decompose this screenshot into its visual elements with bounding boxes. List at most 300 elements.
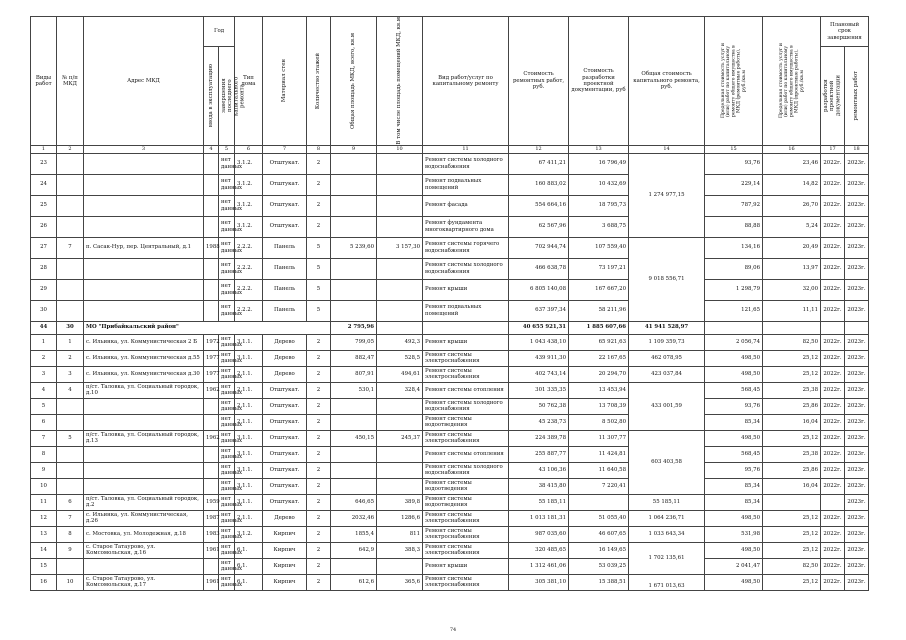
- plan-repair: 2023г.: [845, 574, 869, 590]
- plan-project: 2022г.: [821, 195, 845, 216]
- limit-repair: 95,76: [705, 462, 763, 478]
- limit-repair: 85,34: [705, 494, 763, 510]
- row-id: 5: [31, 398, 57, 414]
- header-house-type: Тип дома: [235, 17, 263, 146]
- premises-area: [377, 414, 423, 430]
- year-built: [204, 446, 219, 462]
- house-type: 6.1.: [235, 542, 263, 558]
- table-body-group-a: [31, 153, 869, 321]
- row-id: 30: [31, 300, 57, 321]
- column-number: 3: [84, 145, 204, 153]
- plan-repair: 2023г.: [845, 398, 869, 414]
- total-area: [331, 462, 377, 478]
- row-id: 23: [31, 153, 57, 174]
- table-row: [31, 478, 869, 494]
- address: [84, 195, 204, 216]
- limit-project: 25,12: [763, 350, 821, 366]
- plan-repair: 2023г.: [845, 258, 869, 279]
- premises-area: [377, 153, 423, 174]
- year-built: 1977: [204, 366, 219, 382]
- repair-cost: 1 013 181,31: [509, 510, 569, 526]
- plan-project: 2022г.: [821, 382, 845, 398]
- floors: 2: [307, 510, 331, 526]
- wall-material: Отштукат.: [263, 494, 307, 510]
- limit-project: 25,86: [763, 462, 821, 478]
- header-project-cost: Стоимость разработки проектной документации, руб: [569, 17, 629, 146]
- work-kind: Ремонт системы отопления: [423, 446, 509, 462]
- table-row: [31, 350, 869, 366]
- year-repair: нет данных: [219, 430, 235, 446]
- table-row: [31, 334, 869, 350]
- year-built: [204, 478, 219, 494]
- plan-project: 2022г.: [821, 334, 845, 350]
- header-floors: [307, 17, 331, 146]
- repair-cost: 1 312 461,06: [509, 558, 569, 574]
- header-wall-material-text: Материал стен: [281, 59, 288, 103]
- project-cost: 3 688,75: [569, 216, 629, 237]
- house-type: 3.1.2.: [235, 153, 263, 174]
- repair-cost: 6 805 140,08: [509, 279, 569, 300]
- row-id: 8: [31, 446, 57, 462]
- plan-project: 2022г.: [821, 510, 845, 526]
- wall-material: Отштукат.: [263, 430, 307, 446]
- header-plan-repair-text: ремонтных работ: [853, 70, 860, 121]
- project-cost: 65 921,63: [569, 334, 629, 350]
- summary-empty: [423, 321, 509, 334]
- premises-area: [377, 195, 423, 216]
- floors: 2: [307, 350, 331, 366]
- house-type: 3.1.1.: [235, 478, 263, 494]
- year-repair: нет данных: [219, 382, 235, 398]
- premises-area: 3 157,30: [377, 237, 423, 258]
- repair-cost: 50 762,38: [509, 398, 569, 414]
- floors: 2: [307, 494, 331, 510]
- floors: 2: [307, 174, 331, 195]
- limit-project: 25,38: [763, 382, 821, 398]
- limit-project: [763, 494, 821, 510]
- year-built: 1962: [204, 430, 219, 446]
- header-premises-area-text: В том числе площадь помещений МКД, кв.м: [396, 17, 403, 145]
- total-area: [331, 478, 377, 494]
- plan-project: 2022г.: [821, 574, 845, 590]
- plan-project: [821, 494, 845, 510]
- plan-repair: 2023г.: [845, 334, 869, 350]
- repair-cost: 466 638,78: [509, 258, 569, 279]
- limit-repair: 498,50: [705, 350, 763, 366]
- address: с. Ильинка, ул. Коммунистическая д.30: [84, 366, 204, 382]
- year-built: 1977: [204, 350, 219, 366]
- floors: 2: [307, 195, 331, 216]
- work-kind: Ремонт подвальных помещений: [423, 300, 509, 321]
- year-repair: нет данных: [219, 510, 235, 526]
- table-row: [31, 414, 869, 430]
- header-plan-project-text: разработки проектной документации: [823, 75, 842, 117]
- plan-repair: 2023г.: [845, 462, 869, 478]
- address: [84, 414, 204, 430]
- project-cost: 11 640,58: [569, 462, 629, 478]
- house-type: 2.2.2.: [235, 279, 263, 300]
- repair-cost: 160 883,02: [509, 174, 569, 195]
- wall-material: Отштукат.: [263, 462, 307, 478]
- wall-material: Отштукат.: [263, 153, 307, 174]
- mkd-number: 7: [57, 510, 84, 526]
- address: с. Ильинка, ул. Коммунистическая, д.26: [84, 510, 204, 526]
- wall-material: Панель: [263, 258, 307, 279]
- plan-project: 2022г.: [821, 414, 845, 430]
- total-area: 807,91: [331, 366, 377, 382]
- work-kind: Ремонт системы холодного водоснабжения: [423, 153, 509, 174]
- total-area: 646,65: [331, 494, 377, 510]
- mkd-number: [57, 558, 84, 574]
- project-cost: 10 432,69: [569, 174, 629, 195]
- column-number: 18: [845, 145, 869, 153]
- work-kind: Ремонт системы электроснабжения: [423, 366, 509, 382]
- floors: 2: [307, 398, 331, 414]
- header-year-built: [204, 46, 219, 145]
- premises-area: [377, 558, 423, 574]
- plan-repair: 2023г.: [845, 414, 869, 430]
- total-cost: 1 109 359,73: [629, 334, 705, 350]
- year-repair: нет данных: [219, 398, 235, 414]
- year-repair: нет данных: [219, 478, 235, 494]
- summary-municipality: МО "Прибайкальский район": [84, 321, 331, 334]
- header-limit-project-text: Предельная стоимость услуг и (или) работ по капитальному ремонту общего имущества в МКД (проектные работы), руб./кв.м: [778, 43, 805, 119]
- table-row: [31, 237, 869, 258]
- wall-material: Кирпич: [263, 574, 307, 590]
- project-cost: 20 294,70: [569, 366, 629, 382]
- year-repair: нет данных: [219, 237, 235, 258]
- header-floors-text: Количество этажей: [315, 52, 322, 109]
- floors: 5: [307, 300, 331, 321]
- wall-material: Отштукат.: [263, 414, 307, 430]
- limit-project: 25,12: [763, 574, 821, 590]
- summary-empty: [705, 321, 763, 334]
- column-number: 11: [423, 145, 509, 153]
- total-cost: 1 274 977,15: [629, 153, 705, 237]
- row-id: 13: [31, 526, 57, 542]
- limit-repair: 85,34: [705, 414, 763, 430]
- premises-area: [377, 258, 423, 279]
- wall-material: Дерево: [263, 334, 307, 350]
- repair-cost: 637 397,34: [509, 300, 569, 321]
- mkd-number: 4: [57, 382, 84, 398]
- row-id: 26: [31, 216, 57, 237]
- plan-project: 2022г.: [821, 237, 845, 258]
- limit-repair: 121,65: [705, 300, 763, 321]
- limit-repair: 93,76: [705, 153, 763, 174]
- house-type: 2.2.2.: [235, 300, 263, 321]
- mkd-number: 5: [57, 430, 84, 446]
- total-area: 642,9: [331, 542, 377, 558]
- floors: 2: [307, 366, 331, 382]
- row-id: 10: [31, 478, 57, 494]
- plan-repair: 2023г.: [845, 558, 869, 574]
- floors: 5: [307, 258, 331, 279]
- work-kind: Ремонт крыши: [423, 558, 509, 574]
- table-row: [31, 462, 869, 478]
- wall-material: Дерево: [263, 350, 307, 366]
- table-row: [31, 542, 869, 558]
- limit-project: 20,49: [763, 237, 821, 258]
- summary-body: [31, 321, 869, 334]
- plan-project: 2022г.: [821, 446, 845, 462]
- address: [84, 174, 204, 195]
- row-id: 12: [31, 510, 57, 526]
- address: п/ст. Таловка, ул. Социальный городок, д.10: [84, 382, 204, 398]
- plan-repair: 2023г.: [845, 153, 869, 174]
- plan-repair: 2023г.: [845, 350, 869, 366]
- column-number: 13: [569, 145, 629, 153]
- row-id: 9: [31, 462, 57, 478]
- summary-cost: 40 655 921,31: [509, 321, 569, 334]
- address: п/ст. Таловка, ул. Социальный городок, д.2: [84, 494, 204, 510]
- work-kind: Ремонт системы электроснабжения: [423, 430, 509, 446]
- plan-repair: 2023г.: [845, 542, 869, 558]
- house-type: 3.1.2.: [235, 216, 263, 237]
- work-kind: Ремонт фундамента многоквартирного дома: [423, 216, 509, 237]
- house-type: 3.1.1.: [235, 462, 263, 478]
- repair-cost: 702 944,74: [509, 237, 569, 258]
- premises-area: 365,6: [377, 574, 423, 590]
- work-kind: Ремонт системы холодного водоснабжения: [423, 258, 509, 279]
- summary-empty: [845, 321, 869, 334]
- plan-project: 2022г.: [821, 398, 845, 414]
- total-cost: 462 078,95: [629, 350, 705, 366]
- plan-repair: 2023г.: [845, 279, 869, 300]
- repair-cost: 320 485,65: [509, 542, 569, 558]
- mkd-number: 9: [57, 542, 84, 558]
- total-area: [331, 195, 377, 216]
- mkd-number: [57, 478, 84, 494]
- table-row: [31, 398, 869, 414]
- row-id: 4: [31, 382, 57, 398]
- project-cost: 58 211,96: [569, 300, 629, 321]
- limit-project: 32,00: [763, 279, 821, 300]
- table-row: [31, 494, 869, 510]
- column-number: 6: [235, 145, 263, 153]
- total-area: 882,47: [331, 350, 377, 366]
- plan-repair: 2023г.: [845, 174, 869, 195]
- work-kind: Ремонт системы электроснабжения: [423, 574, 509, 590]
- mkd-number: 8: [57, 526, 84, 542]
- premises-area: [377, 279, 423, 300]
- house-type: 3.1.1.: [235, 446, 263, 462]
- limit-repair: 93,76: [705, 398, 763, 414]
- header-year-repair-text: завершения последнего капитального ремонта: [221, 76, 246, 116]
- table-row: [31, 446, 869, 462]
- header-total-area-text: Общая площадь МКД, всего, кв.м: [350, 32, 357, 129]
- floors: 2: [307, 216, 331, 237]
- summary-project: 1 885 607,66: [569, 321, 629, 334]
- year-built: [204, 153, 219, 174]
- year-built: [204, 462, 219, 478]
- project-cost: 15 388,51: [569, 574, 629, 590]
- house-type: 2.1.1.: [235, 510, 263, 526]
- header-total-cost: Общая стоимость капитального ремонта, руб.: [629, 17, 705, 146]
- plan-project: 2022г.: [821, 216, 845, 237]
- address: [84, 279, 204, 300]
- repair-cost: 255 887,77: [509, 446, 569, 462]
- floors: 2: [307, 478, 331, 494]
- total-area: [331, 446, 377, 462]
- year-built: [204, 398, 219, 414]
- premises-area: 389,8: [377, 494, 423, 510]
- total-area: [331, 279, 377, 300]
- premises-area: [377, 398, 423, 414]
- summary-count: 44: [31, 321, 57, 334]
- house-type: 2.1.1.: [235, 366, 263, 382]
- floors: 2: [307, 446, 331, 462]
- year-repair: нет данных: [219, 216, 235, 237]
- limit-project: 25,38: [763, 446, 821, 462]
- row-id: 11: [31, 494, 57, 510]
- year-repair: нет данных: [219, 558, 235, 574]
- header-total-area: [331, 17, 377, 146]
- limit-project: 25,12: [763, 542, 821, 558]
- premises-area: 528,5: [377, 350, 423, 366]
- limit-repair: 2 041,47: [705, 558, 763, 574]
- house-type: 2.1.1.: [235, 414, 263, 430]
- year-repair: нет данных: [219, 334, 235, 350]
- project-cost: 73 197,21: [569, 258, 629, 279]
- plan-repair: 2023г.: [845, 446, 869, 462]
- plan-repair: 2023г.: [845, 430, 869, 446]
- mkd-number: [57, 258, 84, 279]
- mkd-number: 2: [57, 350, 84, 366]
- repair-cost: 987 035,60: [509, 526, 569, 542]
- limit-project: 26,70: [763, 195, 821, 216]
- limit-repair: 787,92: [705, 195, 763, 216]
- total-area: [331, 216, 377, 237]
- plan-project: 2022г.: [821, 558, 845, 574]
- total-area: 799,05: [331, 334, 377, 350]
- premises-area: [377, 174, 423, 195]
- capital-repair-table: [30, 16, 869, 591]
- header-repair-cost: Стоимость ремонтных работ, руб.: [509, 17, 569, 146]
- repair-cost: 55 185,11: [509, 494, 569, 510]
- year-built: [204, 195, 219, 216]
- summary-mkd-count: 30: [57, 321, 84, 334]
- house-type: 3.1.1.: [235, 350, 263, 366]
- year-built: 1961: [204, 574, 219, 590]
- year-repair: нет данных: [219, 153, 235, 174]
- summary-row: [31, 321, 869, 334]
- wall-material: Кирпич: [263, 558, 307, 574]
- total-area: 450,15: [331, 430, 377, 446]
- year-repair: нет данных: [219, 300, 235, 321]
- header-work-kind: Вид работ/услуг по капитальному ремонту: [423, 17, 509, 146]
- work-kind: Ремонт системы водоотведения: [423, 494, 509, 510]
- repair-cost: 301 335,35: [509, 382, 569, 398]
- year-built: [204, 279, 219, 300]
- year-built: [204, 414, 219, 430]
- address: [84, 216, 204, 237]
- project-cost: 51 055,40: [569, 510, 629, 526]
- mkd-number: [57, 195, 84, 216]
- house-type: 3.1.2.: [235, 526, 263, 542]
- column-number: 16: [763, 145, 821, 153]
- row-id: 6: [31, 414, 57, 430]
- limit-repair: 498,50: [705, 510, 763, 526]
- work-kind: Ремонт системы электроснабжения: [423, 510, 509, 526]
- summary-empty: [821, 321, 845, 334]
- plan-project: 2022г.: [821, 258, 845, 279]
- column-number: 8: [307, 145, 331, 153]
- limit-project: 25,12: [763, 526, 821, 542]
- work-kind: Ремонт системы холодного водоснабжения: [423, 462, 509, 478]
- total-area: [331, 414, 377, 430]
- mkd-number: [57, 279, 84, 300]
- table-row: [31, 153, 869, 174]
- total-area: [331, 258, 377, 279]
- table-row: [31, 174, 869, 195]
- total-area: 1855,4: [331, 526, 377, 542]
- table-row: [31, 366, 869, 382]
- address: с. Ильинка, ул. Коммунистическая д.55: [84, 350, 204, 366]
- table-row: [31, 300, 869, 321]
- wall-material: Отштукат.: [263, 446, 307, 462]
- header-mkd-number: № п/п МКД: [57, 17, 84, 146]
- year-repair: нет данных: [219, 542, 235, 558]
- column-number: 17: [821, 145, 845, 153]
- total-area: 612,6: [331, 574, 377, 590]
- house-type: 6.1.: [235, 574, 263, 590]
- limit-project: 11,11: [763, 300, 821, 321]
- year-repair: нет данных: [219, 574, 235, 590]
- limit-project: 13,97: [763, 258, 821, 279]
- limit-project: 82,50: [763, 334, 821, 350]
- table-row: [31, 382, 869, 398]
- header-work-type: Виды работ: [31, 17, 57, 146]
- mkd-number: [57, 300, 84, 321]
- work-kind: Ремонт подвальных помещений: [423, 174, 509, 195]
- premises-area: 492,3: [377, 334, 423, 350]
- table-row: [31, 195, 869, 216]
- header-year-built-text: ввода в эксплуатацию: [207, 64, 214, 128]
- table-row: [31, 216, 869, 237]
- header-year-group: Год: [204, 17, 235, 47]
- plan-repair: 2023г.: [845, 478, 869, 494]
- limit-repair: 531,98: [705, 526, 763, 542]
- premises-area: 388,3: [377, 542, 423, 558]
- total-cost: 423 037,84: [629, 366, 705, 382]
- wall-material: Отштукат.: [263, 195, 307, 216]
- plan-repair: 2023г.: [845, 494, 869, 510]
- year-built: 1961: [204, 542, 219, 558]
- total-cost: 1 702 135,61: [629, 542, 705, 574]
- limit-repair: 568,45: [705, 382, 763, 398]
- year-built: [204, 558, 219, 574]
- address: с. Старое Татаурово, ул. Комсомольская, д.17: [84, 574, 204, 590]
- house-type: 2.1.1.: [235, 398, 263, 414]
- plan-project: 2022г.: [821, 350, 845, 366]
- year-repair: нет данных: [219, 446, 235, 462]
- repair-cost: 45 238,73: [509, 414, 569, 430]
- house-type: 2.2.2.: [235, 237, 263, 258]
- wall-material: Дерево: [263, 510, 307, 526]
- plan-project: 2022г.: [821, 153, 845, 174]
- table-row: [31, 574, 869, 590]
- limit-project: 16,04: [763, 478, 821, 494]
- column-number: 4: [204, 145, 219, 153]
- project-cost: 13 708,39: [569, 398, 629, 414]
- wall-material: Кирпич: [263, 542, 307, 558]
- year-repair: нет данных: [219, 414, 235, 430]
- row-id: 25: [31, 195, 57, 216]
- premises-area: [377, 462, 423, 478]
- wall-material: Кирпич: [263, 526, 307, 542]
- address: п. Сасак-Нур, пер. Центральный, д.1: [84, 237, 204, 258]
